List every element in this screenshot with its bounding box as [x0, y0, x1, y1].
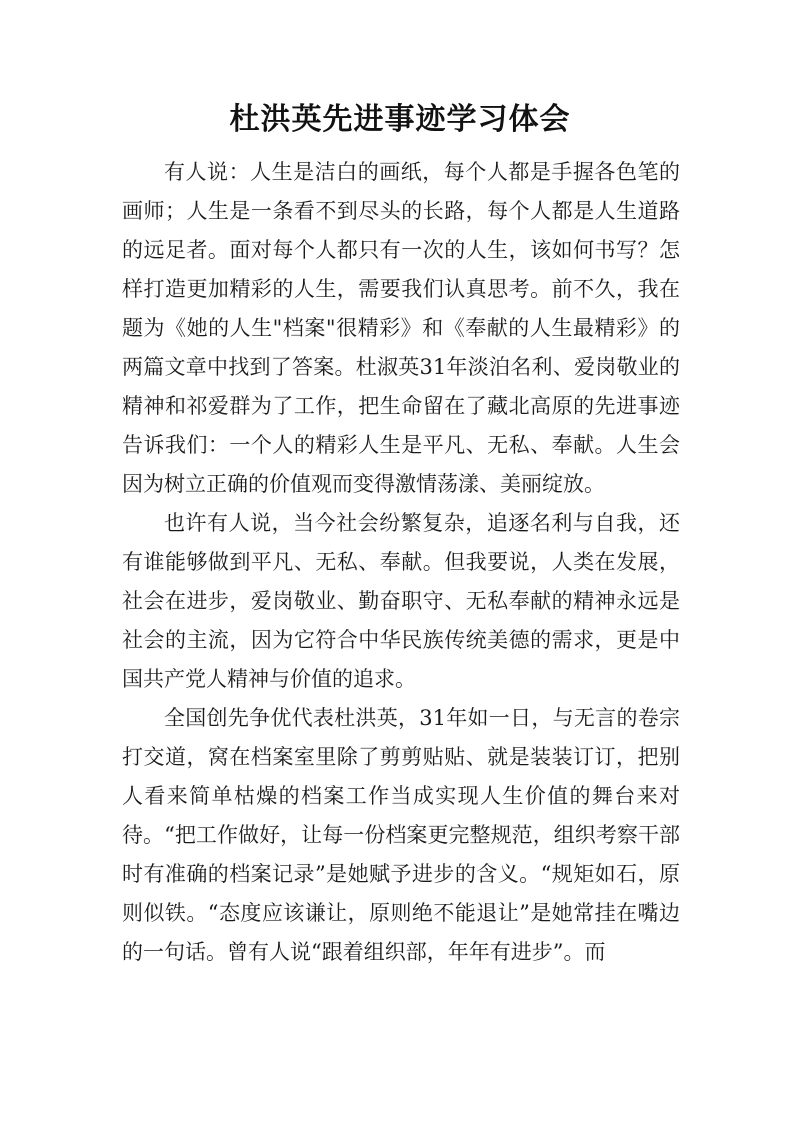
paragraph-3: 全国创先争优代表杜洪英，31年如一日，与无言的卷宗打交道，窝在档案室里除了剪剪贴贴、就是装装订订，把别人看来简单枯燥的档案工作当成实现人生价值的舞台来对待。“把工作做好，让每一份档案更完整规范，组织考察干部时有准确的档案记录”是她赋予进步的含义。“规矩如石，原则似铁。“态度应该谦让，原则绝不能退让”是她常挂在嘴边的一句话。曾有人说“跟着组织部，年年有进步”。而 [122, 706, 680, 964]
paragraph-1: 有人说：人生是洁白的画纸，每个人都是手握各色笔的画师；人生是一条看不到尽头的长路，每个人都是人生道路的远足者。面对每个人都只有一次的人生，该如何书写？怎样打造更加精彩的人生，需要我们认真思考。前不久，我在题为《她的人生"档案"很精彩》和《奉献的人生最精彩》的两篇文章中找到了答案。杜淑英31年淡泊名利、爱岗敬业的精神和祁爱群为了工作，把生命留在了藏北高原的先进事迹告诉我们：一个人的精彩人生是平凡、无私、奉献。人生会因为树立正确的价值观而变得激情荡漾、美丽绽放。 [122, 160, 680, 496]
document-body [122, 153, 680, 972]
paragraph-2: 也许有人说，当今社会纷繁复杂，追逐名利与自我，还有谁能够做到平凡、无私、奉献。但我要说，人类在发展，社会在进步，爱岗敬业、勤奋职守、无私奉献的精神永远是社会的主流，因为它符合中华民族传统美德的需求，更是中国共产党人精神与价值的追求。 [122, 511, 680, 691]
document-title: 杜洪英先进事迹学习体会 [229, 102, 571, 137]
